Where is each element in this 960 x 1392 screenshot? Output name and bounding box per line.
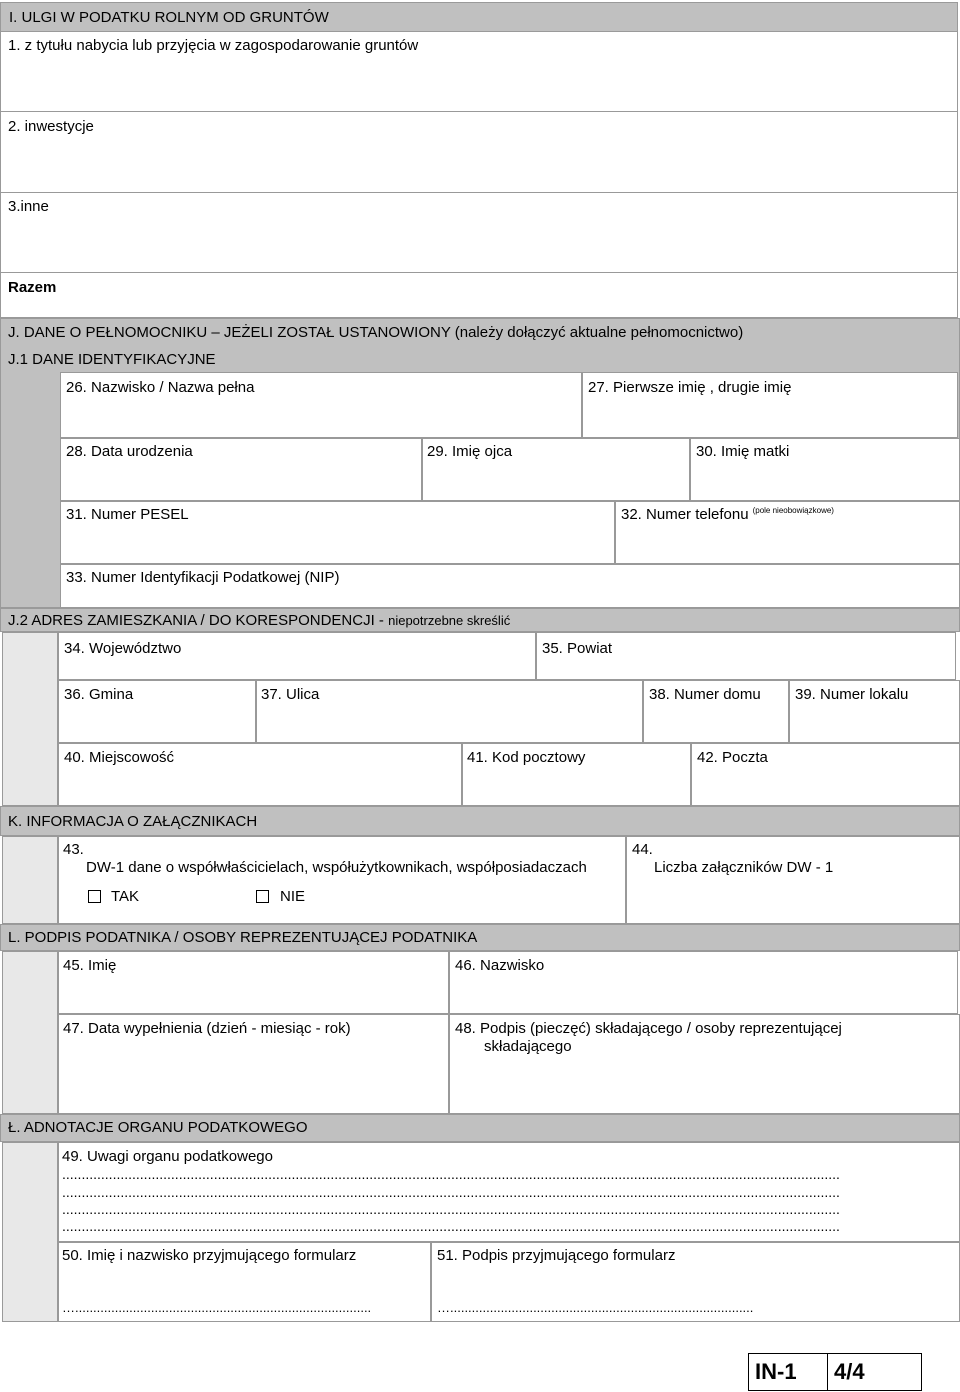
field-45-first-name[interactable] xyxy=(58,951,449,1014)
remarks-line-3: ........................................................................................................................................................................................................ xyxy=(62,1201,840,1217)
section-j2-left-gutter xyxy=(2,632,58,806)
field-30-label: 30. Imię matki xyxy=(696,443,790,460)
remarks-line-1: ........................................................................................................................................................................................................ xyxy=(62,1166,840,1182)
section-i-title: I. ULGI W PODATKU ROLNYM OD GRUNTÓW xyxy=(9,8,329,26)
form-code-box xyxy=(748,1353,828,1391)
checkbox-nie[interactable] xyxy=(256,890,269,903)
relief-row-3-label: 3.inne xyxy=(8,198,49,215)
field-44-attachments-count[interactable] xyxy=(626,836,960,924)
field-39-label: 39. Numer lokalu xyxy=(795,686,909,703)
section-j2-note: niepotrzebne skreślić xyxy=(388,613,511,628)
section-l-left-gutter xyxy=(2,951,58,1114)
field-44-number: 44. xyxy=(632,841,653,858)
checkbox-nie-label: NIE xyxy=(280,888,306,905)
field-32-optional-note: (pole nieobowiązkowe) xyxy=(752,506,834,515)
remarks-line-4: ........................................................................................................................................................................................................ xyxy=(62,1218,840,1234)
section-j1-title: J.1 DANE IDENTYFIKACYJNE xyxy=(8,351,216,368)
field-37-label: 37. Ulica xyxy=(261,686,320,703)
field-26-label: 26. Nazwisko / Nazwa pełna xyxy=(66,379,255,396)
field-47-label: 47. Data wypełnienia (dzień - miesiąc - rok) xyxy=(63,1020,351,1037)
relief-total-label: Razem xyxy=(8,279,57,296)
field-43-label: DW-1 dane o współwłaścicielach, współużytkownikach, współposiadaczach xyxy=(86,859,587,876)
field-28-label: 28. Data urodzenia xyxy=(66,443,193,460)
field-51-dots: ….................................................................................... xyxy=(437,1300,754,1315)
section-j2-title: J.2 ADRES ZAMIESZKANIA / DO KORESPONDENCJI - niepotrzebne skreślić xyxy=(8,612,511,629)
section-i-header xyxy=(0,2,958,32)
section-l-title: L. PODPIS PODATNIKA / OSOBY REPREZENTUJĄCEJ PODATNIKA xyxy=(8,929,478,946)
page-number: 4/4 xyxy=(834,1359,865,1384)
field-44-label: Liczba załączników DW - 1 xyxy=(654,859,834,876)
checkbox-tak-label: TAK xyxy=(111,888,140,905)
field-48-label-line2: składającego xyxy=(484,1038,572,1055)
field-36-label: 36. Gmina xyxy=(64,686,134,703)
section-k-title: K. INFORMACJA O ZAŁĄCZNIKACH xyxy=(8,813,258,830)
relief-row-1-label: 1. z tytułu nabycia lub przyjęcia w zagospodarowanie gruntów xyxy=(8,37,419,54)
field-34-label: 34. Województwo xyxy=(64,640,182,657)
field-43-number: 43. xyxy=(63,841,84,858)
field-50-dots: ….................................................................................. xyxy=(62,1300,372,1315)
field-42-label: 42. Poczta xyxy=(697,749,768,766)
remarks-line-2: ........................................................................................................................................................................................................ xyxy=(62,1184,840,1200)
field-29-label: 29. Imię ojca xyxy=(427,443,513,460)
relief-row-2-label: 2. inwestycje xyxy=(8,118,94,135)
section-l2-title: Ł. ADNOTACJE ORGANU PODATKOWEGO xyxy=(8,1119,308,1136)
field-32-label: 32. Numer telefonu $^{(pole nieobowiązkowe)}$ xyxy=(621,506,834,523)
field-31-label: 31. Numer PESEL xyxy=(66,506,189,523)
section-k-left-gutter xyxy=(2,836,58,924)
field-50-label: 50. Imię i nazwisko przyjmującego formularz xyxy=(62,1247,357,1264)
field-48-label-line1: 48. Podpis (pieczęć) składającego / osoby reprezentującej xyxy=(455,1020,842,1037)
section-l2-left-gutter xyxy=(2,1142,58,1322)
field-46-label: 46. Nazwisko xyxy=(455,957,545,974)
field-41-label: 41. Kod pocztowy xyxy=(467,749,586,766)
section-i-body xyxy=(0,32,958,318)
field-43-dw1 xyxy=(58,836,626,924)
section-j-title: J. DANE O PEŁNOMOCNIKU – JEŻELI ZOSTAŁ USTANOWIONY (należy dołączyć aktualne pełnomocnictwo) xyxy=(8,324,744,341)
page-number-box xyxy=(827,1353,922,1391)
field-27-label: 27. Pierwsze imię , drugie imię xyxy=(588,379,792,396)
checkbox-tak[interactable] xyxy=(88,890,101,903)
field-40-label: 40. Miejscowość xyxy=(64,749,175,766)
form-code: IN-1 xyxy=(755,1359,797,1384)
field-35-label: 35. Powiat xyxy=(542,640,613,657)
field-49-label: 49. Uwagi organu podatkowego xyxy=(62,1148,273,1165)
field-45-label: 45. Imię xyxy=(63,957,117,974)
field-38-label: 38. Numer domu xyxy=(649,686,761,703)
field-33-label: 33. Numer Identyfikacji Podatkowej (NIP) xyxy=(66,569,340,586)
field-51-label: 51. Podpis przyjmującego formularz xyxy=(437,1247,676,1264)
